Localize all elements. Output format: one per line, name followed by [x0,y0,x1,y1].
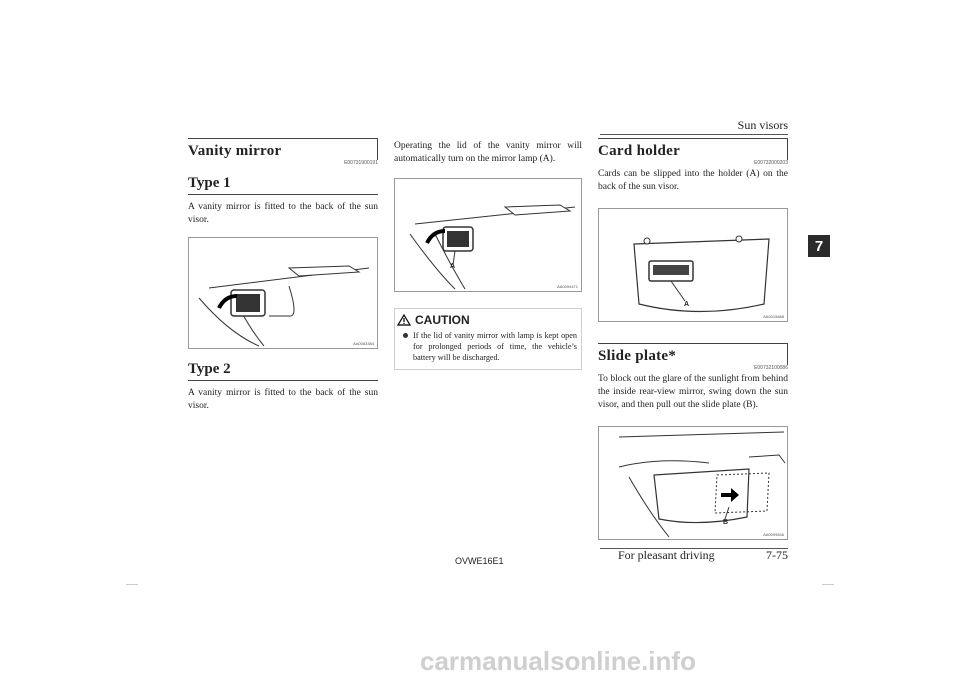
slide-plate-heading: Slide plate* [598,348,677,364]
vanity-mirror-code: E00731900191 [344,160,378,166]
card-holder-text: Cards can be slipped into the holder (A) on the back of the sun visor. [598,169,788,192]
footer-chapter [618,548,788,563]
slide-plate-label-b: B [723,519,729,526]
type1-figure [188,237,378,349]
mirror-lamp-figure-code: AA0094471 [557,284,578,289]
card-holder-heading-box [598,138,788,160]
card-holder-figure-code: AA0015888 [763,314,784,319]
type1-figure-code: AA0083384 [353,341,374,346]
card-holder-heading: Card holder [598,143,681,159]
caution-heading: CAUTION [415,313,470,327]
vanity-mirror-heading: Vanity mirror [188,143,282,159]
type2-heading: Type 2 [188,361,378,381]
card-holder-code: E00732000203 [754,160,788,166]
header-rule [600,134,788,135]
chapter-text: For pleasant driving [618,548,715,562]
column-2 [394,140,582,370]
document-code: OVWE16E1 [455,556,504,566]
column-1 [188,138,378,413]
card-holder-illustration [599,209,787,321]
slide-plate-figure [598,426,788,540]
caution-box [394,308,582,370]
caution-item [395,327,581,369]
column-3 [598,138,788,540]
crop-mark [822,584,834,585]
card-holder-figure [598,208,788,322]
watermark-logo: carmanualsonline.info [420,646,696,676]
caution-text: If the lid of vanity mirror with lamp is kept open for prolonged periods of time, the vehicle’s battery will be discharged. [413,331,577,362]
visor-illustration [189,238,377,348]
mirror-lamp-text: Operating the lid of the vanity mirror will automatically turn on the mirror lamp (A). [394,141,582,164]
vanity-mirror-heading-box [188,138,378,160]
slide-plate-heading-box [598,343,788,365]
chapter-tab: 7 [808,235,830,257]
mirror-lamp-illustration [395,179,581,291]
type2-text: A vanity mirror is fitted to the back of the sun visor. [188,388,378,411]
slide-plate-code: E00732100086 [754,365,788,371]
bullet-icon [403,333,408,338]
warning-triangle-icon [397,314,411,326]
slide-plate-figure-code: AA0099646 [763,532,784,537]
page-number: 7-75 [766,548,788,562]
slide-plate-illustration [599,427,787,539]
type1-text: A vanity mirror is fitted to the back of the sun visor. [188,202,378,225]
type1-heading: Type 1 [188,175,378,195]
crop-mark [126,584,138,585]
card-holder-label-a: A [684,301,690,308]
mirror-lamp-label-a: A [450,263,456,270]
mirror-lamp-figure [394,178,582,292]
caution-heading-row [395,309,581,327]
slide-plate-text: To block out the glare of the sunlight from behind the inside rear-view mirror, swing down the sun visor, and then pull out the slide plate (B). [598,374,788,410]
section-title: Sun visors [737,118,788,132]
